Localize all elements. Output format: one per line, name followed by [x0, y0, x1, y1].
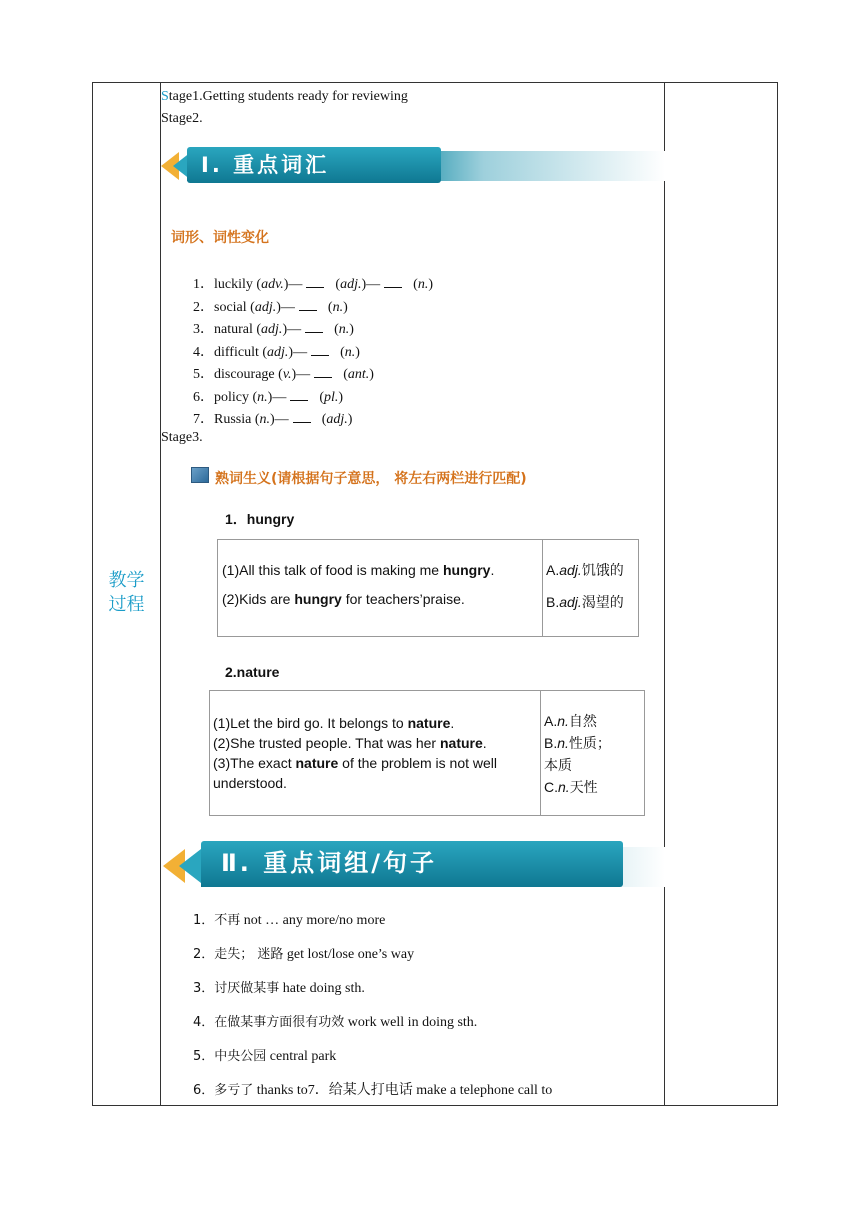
vocab-num: 3． [193, 322, 214, 337]
vocab-banner [161, 145, 665, 187]
phrase-item [193, 1045, 336, 1065]
vocab-pos: adj. [326, 412, 348, 427]
text: . [482, 735, 487, 751]
text: A. [544, 713, 558, 729]
vocab-num: 6． [193, 389, 214, 405]
side-label-line-1: 教学 [108, 570, 145, 591]
banner-title: Ⅱ. 重点词组/句子 [221, 849, 438, 877]
vocab-subtitle: 词形、词性变化 [171, 230, 269, 246]
nature-option-a [544, 711, 597, 731]
text: B. [544, 735, 558, 751]
familiar-title: 熟词生义(请根据句子意思， 将左右两栏进行匹配) [215, 471, 527, 487]
nature-option-b [544, 733, 611, 753]
text: B. [546, 594, 560, 610]
answer-blank[interactable] [290, 388, 308, 401]
nature-heading: 2.nature [225, 664, 280, 680]
keyword: hungry [294, 591, 342, 607]
vocab-item: 3．natural (adj.)— (n.) [193, 322, 354, 337]
keyword: nature [407, 715, 451, 731]
nature-sentence-1 [213, 715, 454, 731]
pos: adj. [559, 562, 582, 578]
vocab-num: 5． [193, 367, 214, 382]
vocab-pos: n. [344, 344, 356, 360]
text: . [490, 562, 495, 578]
vocab-pos: v. [282, 367, 292, 382]
vocab-word: Russia [214, 412, 255, 427]
phrase-num: 1． [193, 913, 215, 928]
pos: n. [557, 713, 569, 729]
vocab-num: 1． [193, 277, 214, 292]
keyword: nature [439, 735, 483, 751]
vocab-pos: n. [338, 322, 350, 337]
text: 饥饿的 [581, 562, 624, 578]
phrase-num: 6． [193, 1083, 215, 1098]
vocab-item: 5．discourage (v.)— (ant.) [193, 367, 374, 382]
vocab-pos: n. [417, 277, 429, 292]
column-divider-1 [160, 83, 161, 1105]
hungry-option-b [546, 592, 624, 612]
answer-blank[interactable] [306, 275, 324, 288]
text: 渴望的 [581, 594, 624, 610]
answer-blank[interactable] [311, 343, 329, 356]
phrase-item [193, 909, 385, 929]
book-icon [191, 467, 209, 483]
phrase-item [193, 943, 414, 963]
vocab-pos: adv. [261, 277, 284, 292]
text: (1)Let the bird go. It belongs to [213, 715, 408, 731]
nature-sentence-2 [213, 735, 487, 751]
hungry-option-a [546, 560, 624, 580]
vocab-item: 7．Russia (n.)— (adj.) [193, 412, 353, 427]
side-label-line-2: 过程 [108, 594, 145, 615]
vocab-pos: adj. [261, 322, 283, 337]
answer-blank[interactable] [305, 320, 323, 333]
match-divider [540, 691, 541, 815]
stage1-rest: tage1.Getting students ready for reviewing [168, 89, 408, 104]
vocab-item: 1．luckily (adv.)— (adj.)— (n.) [193, 277, 433, 292]
phrase-en: not … any more/no more [240, 913, 386, 928]
vocab-item: 6．policy (n.)— (pl.) [193, 389, 344, 405]
stage2-text: Stage2. [161, 111, 203, 126]
side-label [93, 569, 160, 617]
vocab-pos: n. [259, 412, 271, 427]
text: 自然 [568, 713, 597, 729]
phrase-num: 3． [193, 981, 215, 996]
phrase-cn: 多亏了 [214, 1083, 254, 1098]
vocab-word: natural [214, 322, 257, 337]
text: of the problem is not well [338, 755, 498, 771]
stage1-initial: S [161, 89, 169, 104]
vocab-num: 4． [193, 344, 214, 360]
phrase-en: thanks to7．给某人打电话 make a telephone call to [253, 1083, 553, 1098]
hungry-sentence-1 [222, 562, 494, 578]
chevron-icon [179, 849, 201, 883]
answer-blank[interactable] [293, 410, 311, 423]
phrase-num: 4． [193, 1015, 215, 1030]
text: 性质； [568, 735, 611, 751]
vocab-pos: n. [332, 299, 344, 315]
banner-title: Ⅰ. 重点词汇 [201, 153, 330, 177]
text: (1)All this talk of food is making me [222, 562, 443, 578]
answer-blank[interactable] [314, 365, 332, 378]
answer-blank[interactable] [384, 275, 402, 288]
stage1-text [161, 89, 408, 105]
vocab-word: social [214, 299, 251, 315]
pos: n. [557, 735, 569, 751]
nature-match-box [209, 690, 645, 816]
vocab-word: policy [214, 389, 253, 405]
keyword: nature [295, 755, 339, 771]
nature-option-b-cont: 本质 [544, 757, 572, 773]
text: A. [546, 562, 560, 578]
nature-sentence-3 [213, 755, 497, 771]
hungry-heading: 1．hungry [225, 511, 295, 527]
vocab-pos: pl. [324, 389, 339, 405]
answer-blank[interactable] [299, 298, 317, 311]
column-divider-2 [664, 83, 665, 1105]
text: C. [544, 779, 558, 795]
phrase-item [193, 1011, 477, 1031]
vocab-pos: adj. [340, 277, 362, 292]
vocab-num: 7． [193, 412, 214, 427]
vocab-item: 2．social (adj.)— (n.) [193, 299, 348, 315]
phrase-en: central park [266, 1049, 337, 1064]
nature-option-c [544, 777, 598, 797]
phrase-item [193, 977, 365, 997]
keyword: hungry [442, 562, 491, 578]
vocab-pos: adj. [267, 344, 289, 360]
lesson-table [92, 82, 778, 1106]
vocab-item: 4．difficult (adj.)— (n.) [193, 344, 360, 360]
text: for teachers’praise. [341, 591, 465, 607]
vocab-pos: adj. [254, 299, 277, 315]
vocab-word: luckily [214, 277, 257, 292]
vocab-word: discourage [214, 367, 279, 382]
text: 天性 [569, 779, 598, 795]
pos: adj. [559, 594, 582, 610]
vocab-word: difficult [214, 344, 263, 360]
vocab-num: 2． [193, 299, 214, 315]
text: (2)She trusted people. That was her [213, 735, 440, 751]
phrase-num: 2． [193, 947, 215, 962]
phrase-cn: 不再 [214, 913, 241, 928]
phrase-num: 5． [193, 1049, 215, 1064]
text: (3)The exact [213, 755, 296, 771]
phrase-en: hate doing sth. [279, 981, 365, 996]
phrase-cn: 走失； 迷路 [214, 947, 284, 962]
vocab-pos: ant. [347, 367, 370, 382]
phrase-cn: 中央公园 [214, 1049, 267, 1064]
phrase-item [193, 1079, 552, 1099]
phrase-banner [161, 839, 665, 891]
phrase-cn: 讨厌做某事 [214, 981, 280, 996]
vocab-pos: n. [257, 389, 268, 405]
pos: n. [558, 779, 570, 795]
phrase-en: get lost/lose one’s way [283, 947, 415, 962]
text: (2)Kids are [222, 591, 295, 607]
phrase-en: work well in doing sth. [344, 1015, 478, 1030]
hungry-match-box [217, 539, 639, 637]
text: . [450, 715, 455, 731]
hungry-sentence-2 [222, 591, 465, 607]
match-divider [542, 540, 543, 636]
phrase-cn: 在做某事方面很有功效 [214, 1015, 345, 1030]
nature-sentence-3-cont: understood. [213, 775, 287, 791]
stage3-text: Stage3. [161, 430, 203, 445]
